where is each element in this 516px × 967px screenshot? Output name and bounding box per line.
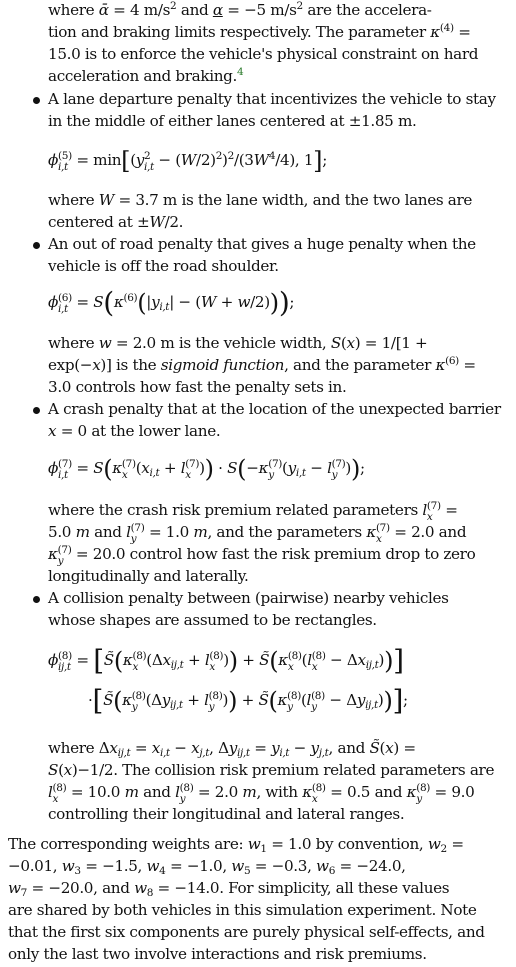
text-line: where the crash risk premium related parameters l (7) x = — [48, 500, 458, 523]
equation-phi8-line1: ϕ (8) ij,t = [S̃(κ (8) x ($\Delta x_{ij,t} + l$ (8) x )) + S̃(κ (8) x (l (8) x − $\Delta x_{ij,t}$))] — [48, 644, 404, 677]
equation-phi7: ϕ (7) i,t = S(κ (7) x ($x_{i,t} + l$ (7) x )) · S(−κ (7) y ($y_{i,t} - l$ (7) y )); — [48, 455, 365, 483]
text-line: x = 0 at the lower lane. — [48, 422, 221, 440]
text-line: in the middle of either lanes centered at ±1.85 m. — [48, 112, 417, 130]
equation-phi6: ϕ (6) i,t = $S(\kappa^{(6)}(|y_{i,t}| - (W + w/2)))$; — [48, 286, 295, 319]
text-line: κ (7) y = 20.0 control how fast the risk premium drop to zero — [48, 544, 476, 567]
text-line: −0.01, $w_3 = -1.5$, $w_4 = -1.0$, $w_5 = -0.3$, $w_6 = -24.0$, — [8, 857, 406, 877]
text-line: longitudinally and laterally. — [48, 567, 249, 585]
text-line: controlling their longitudinal and lateral ranges. — [48, 805, 405, 823]
text-line: only the last two involve interactions and risk premiums. — [8, 945, 427, 963]
text-line: l (8) x = 10.0 m and l (8) y = 2.0 m, with κ (8) x = 0.5 and κ (8) y = 9.0 — [48, 782, 475, 805]
text-line: An out of road penalty that gives a huge penalty when the — [48, 235, 476, 253]
text-line: where $\Delta x_{ij,t} = x_{i,t} - x_{j,t}$, $\Delta y_{ij,t} = y_{i,t} - y_{j,t}$, and S̃(x) = — [48, 739, 416, 759]
equation-phi5: ϕ (5) i,t = min[(y 2 i,t − $(W/2)^2)^2/(3W^4/4)$, 1]; — [48, 147, 327, 175]
text-line: S(x)−1/2. The collision risk premium related parameters are — [48, 761, 495, 779]
text-line: 5.0 m and l (7) y = 1.0 m, and the parameters κ (7) x = 2.0 and — [48, 522, 467, 545]
bullet-icon — [33, 407, 40, 414]
bullet-icon — [33, 596, 40, 603]
text-line: The corresponding weights are: $w_1 = 1.0$ by convention, $w_2$ = — [8, 835, 464, 855]
text-line: A lane departure penalty that incentivizes the vehicle to stay — [48, 90, 496, 108]
text-line: tion and braking limits respectively. The parameter $\kappa^{(4)}$ = — [48, 22, 471, 41]
bullet-icon — [33, 97, 40, 104]
text-line: $w_7 = -20.0$, and $w_8 = -14.0$. For simplicity, all these values — [8, 879, 450, 899]
text-line: acceleration and braking.$^4$ — [48, 66, 244, 85]
text-line: that the first six components are purely physical self-effects, and — [8, 923, 485, 941]
text-line: exp(−x)] is the sigmoid function, and the parameter $\kappa^{(6)}$ = — [48, 355, 476, 374]
text-line: centered at ±W/2. — [48, 213, 184, 231]
text-line: whose shapes are assumed to be rectangles. — [48, 611, 377, 629]
text-line: are shared by both vehicles in this simulation experiment. Note — [8, 901, 477, 919]
equation-phi8-line2: ·[S̃(κ (8) y ($\Delta y_{ij,t} + l$ (8) y )) + S̃(κ (8) y (l (8) y − $\Delta y_{ij,t}$))]; — [88, 684, 408, 717]
text-line: A crash penalty that at the location of the unexpected barrier — [48, 400, 501, 418]
text-line: 15.0 is to enforce the vehicle's physical constraint on hard — [48, 45, 479, 63]
bullet-icon — [33, 242, 40, 249]
text-line: where W = 3.7 m is the lane width, and the two lanes are — [48, 191, 473, 209]
text-line: where w = 2.0 m is the vehicle width, S(x) = 1/[1 + — [48, 334, 428, 352]
text-line: where ᾱ = 4 $m/s^2$ and α = −5 $m/s^2$ are the accelera- — [48, 0, 432, 19]
text-line: vehicle is off the road shoulder. — [48, 257, 279, 275]
text-line: A collision penalty between (pairwise) nearby vehicles — [48, 589, 449, 607]
text-line: 3.0 controls how fast the penalty sets in. — [48, 378, 347, 396]
